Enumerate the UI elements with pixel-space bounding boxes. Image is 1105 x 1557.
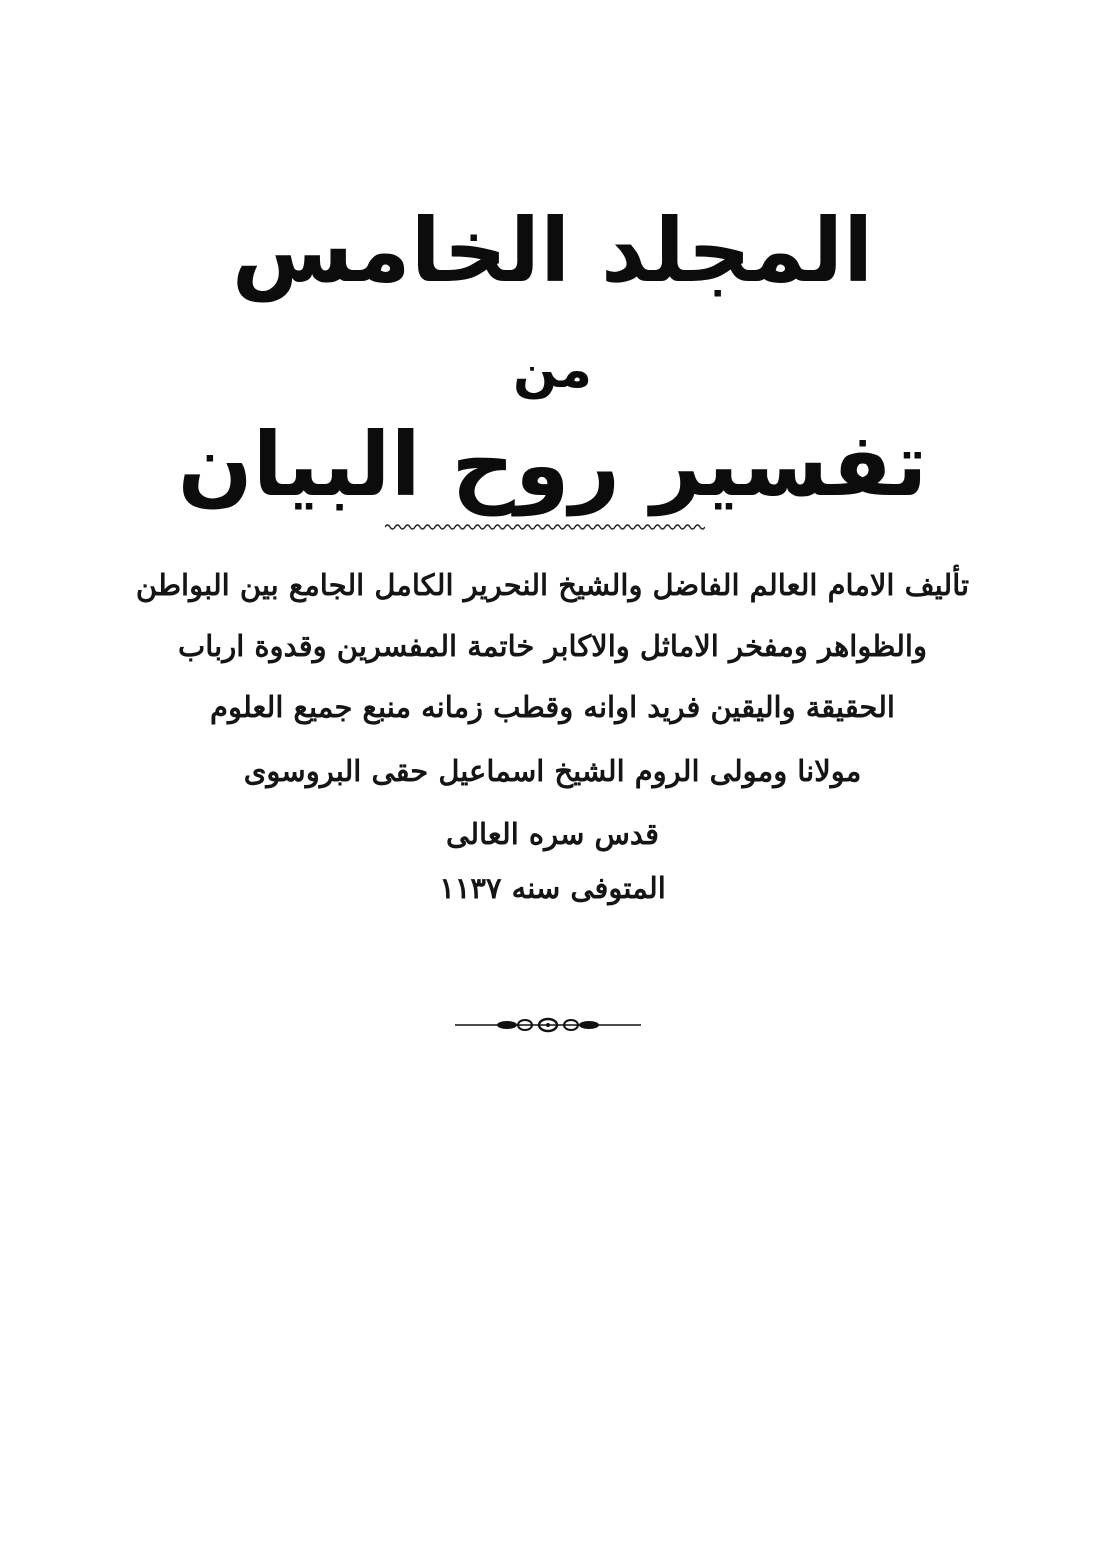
- death-date: المتوفى سنه ١١٣٧: [439, 871, 666, 905]
- title-connector: من: [513, 340, 592, 400]
- author-line-3: الحقيقة واليقين فريد اوانه وقطب زمانه منبع جميع العلوم: [210, 690, 895, 724]
- author-line-1: تأليف الامام العالم الفاضل والشيخ النحرير الكامل الجامع بين البواطن: [135, 568, 970, 602]
- author-line-2: والظواهر ومفخر الاماثل والاكابر خاتمة المفسرين وقدوة ارباب: [178, 629, 927, 663]
- blessing-line: قدس سره العالى: [446, 817, 659, 851]
- volume-title: المجلد الخامس: [231, 199, 874, 302]
- book-title: تفسير روح البيان: [177, 413, 928, 516]
- author-name: مولانا ومولى الروم الشيخ اسماعيل حقى البروسوى: [243, 754, 862, 788]
- wavy-divider: [385, 522, 705, 532]
- ornamental-divider: [455, 1014, 641, 1036]
